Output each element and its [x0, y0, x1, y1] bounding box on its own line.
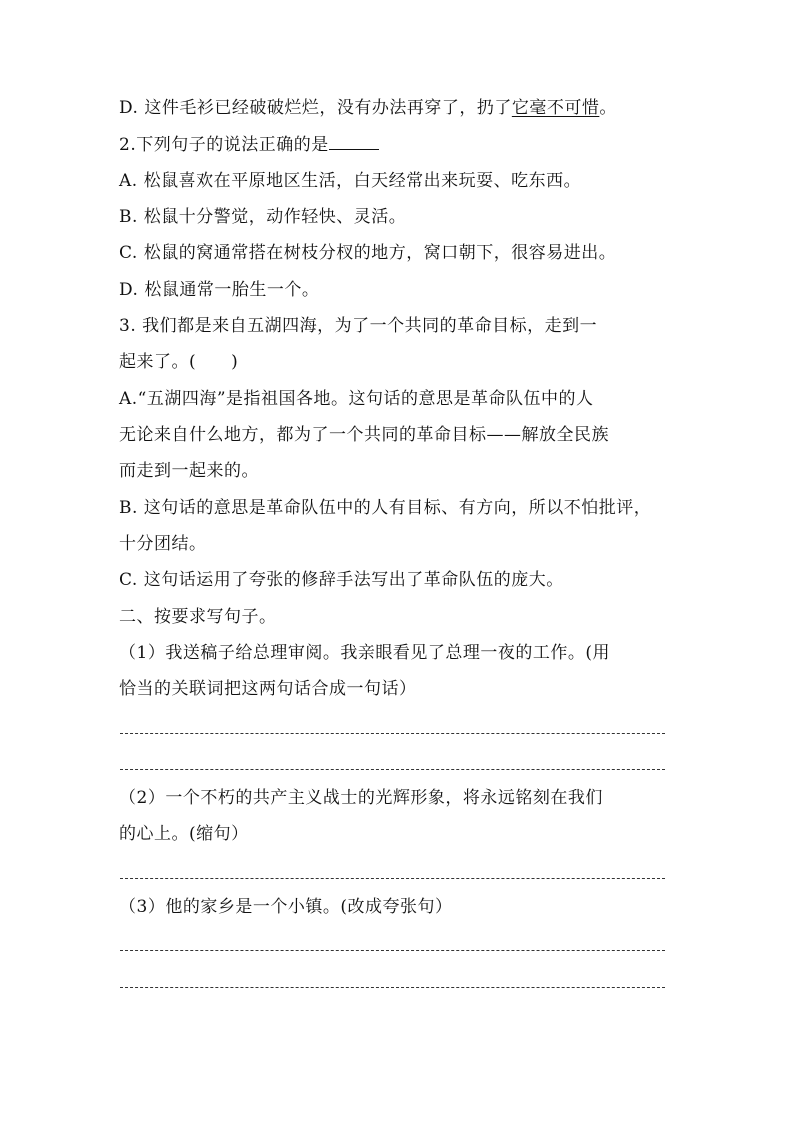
question-2 [119, 133, 689, 156]
task-3: （3）他的家乡是一个小镇。(改成夸张句） [119, 897, 453, 917]
question-3-line-2: 起来了。( ) [119, 352, 239, 372]
answer-line-1b[interactable] [120, 769, 665, 770]
task-1-line-1: （1）我送稿子给总理审阅。我亲眼看见了总理一夜的工作。(用 [119, 643, 610, 663]
option-d-sweater [119, 97, 689, 119]
q3-option-a-line-2: 无论来自什么地方，都为了一个共同的革命目标——解放全民族 [119, 425, 609, 445]
task-2-line-2: 的心上。(缩句） [119, 824, 249, 844]
q3-option-c: C. 这句话运用了夸张的修辞手法写出了革命队伍的庞大。 [119, 570, 564, 590]
period: 。 [599, 98, 617, 118]
section-heading: 二、按要求写句子。 [119, 607, 277, 627]
task-2-line-1: （2）一个不朽的共产主义战士的光辉形象，将永远铭刻在我们 [119, 788, 603, 808]
option-d-text: D. 这件毛衫已经破破烂烂，没有办法再穿了，扔了 [119, 98, 512, 118]
question-2-text: 2.下列句子的说法正确的是 [119, 135, 329, 155]
q2-option-a: A. 松鼠喜欢在平原地区生活，白天经常出来玩耍、吃东西。 [119, 171, 582, 191]
q3-option-a-line-1: A.“五湖四海”是指祖国各地。这句话的意思是革命队伍中的人 [119, 389, 594, 409]
q3-option-a-line-3: 而走到一起来的。 [119, 461, 259, 481]
q2-option-b: B. 松鼠十分警觉，动作轻快、灵活。 [119, 207, 407, 227]
q3-option-b-line-2: 十分团结。 [119, 534, 207, 554]
q2-option-c: C. 松鼠的窝通常搭在树枝分杈的地方，窝口朝下，很容易进出。 [119, 243, 617, 263]
answer-line-1a[interactable] [120, 733, 665, 734]
q2-option-d: D. 松鼠通常一胎生一个。 [119, 280, 320, 300]
task-1-line-2: 恰当的关联词把这两句话合成一句话） [119, 679, 417, 699]
answer-line-3a[interactable] [120, 950, 665, 951]
answer-line-3b[interactable] [120, 987, 665, 988]
question-3-line-1: 3. 我们都是来自五湖四海，为了一个共同的革命目标，走到一 [119, 316, 598, 336]
answer-line-2[interactable] [120, 878, 665, 879]
underlined-phrase: 它毫不可惜 [511, 98, 600, 118]
q3-option-b-line-1: B. 这句话的意思是革命队伍中的人有目标、有方向，所以不怕批评， [119, 498, 652, 518]
answer-blank[interactable] [329, 133, 379, 150]
